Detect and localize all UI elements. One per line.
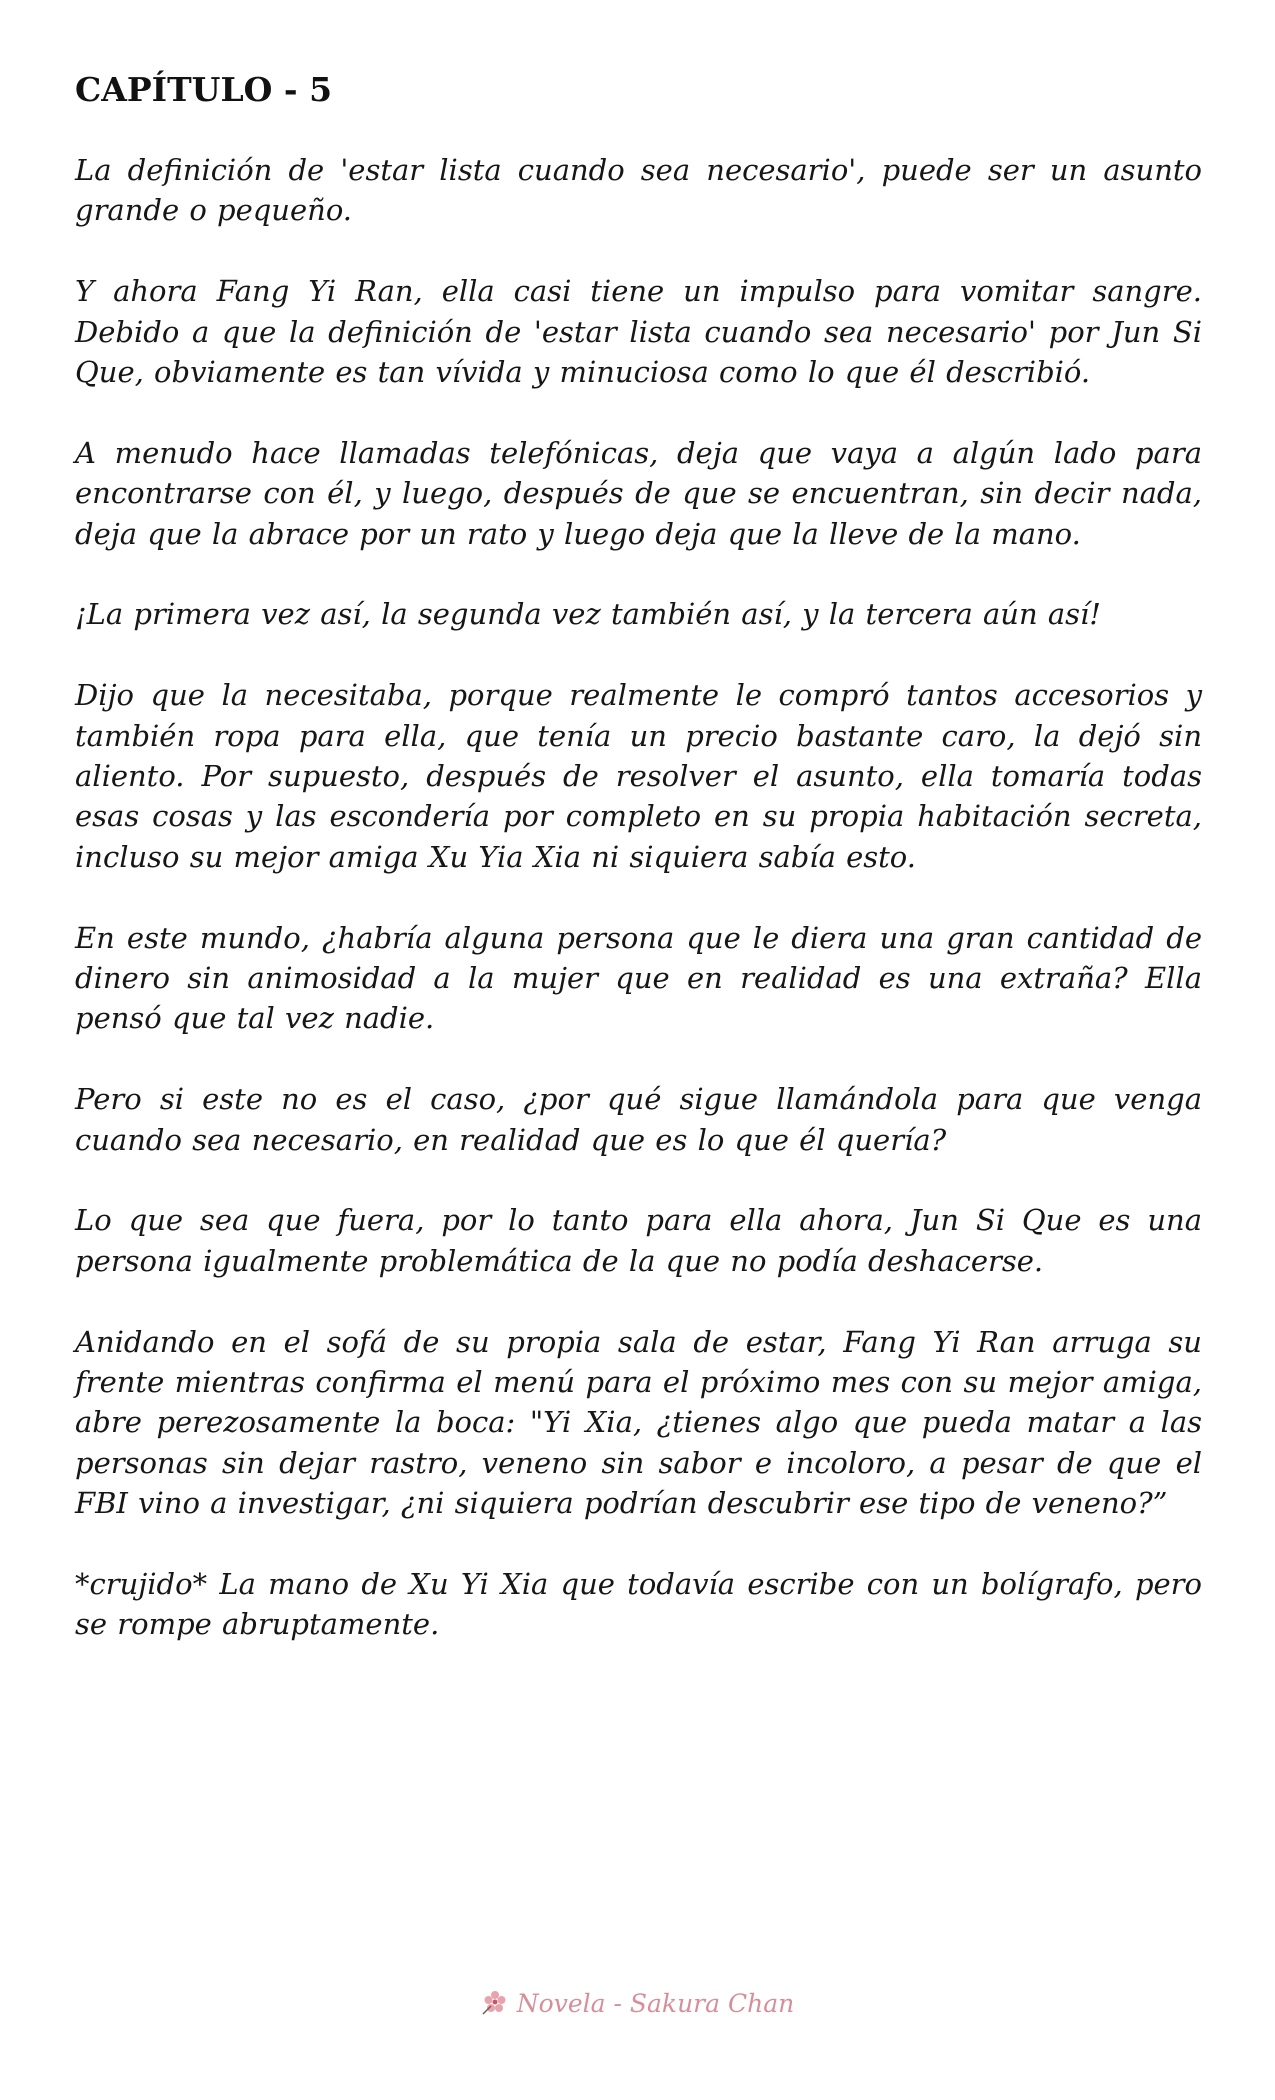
paragraph-8: Lo que sea que fuera, por lo tanto para ella ahora, Jun Si Que es una persona igualmente problemática de la que no podía deshacerse. xyxy=(75,1203,1202,1278)
document-page xyxy=(75,68,1202,2048)
footer-watermark xyxy=(0,1988,1275,2018)
paragraph-9: Anidando en el sofá de su propia sala de estar, Fang Yi Ran arruga su frente mientras confirma el menú para el próximo mes con su mejor amiga, abre perezosamente la boca: "Yi Xia, ¿tienes algo que pueda matar a las personas sin dejar rastro, veneno sin sabor e incoloro, a pesar de que el FBI vino a investigar, ¿ni siquiera podrían descubrir ese tipo de veneno?” xyxy=(75,1324,1202,1521)
chapter-title: CAPÍTULO - 5 xyxy=(75,70,333,109)
paragraph-6: En este mundo, ¿habría alguna persona que le diera una gran cantidad de dinero sin animosidad a la mujer que en realidad es una extraña? Ella pensó que tal vez nadie. xyxy=(75,920,1202,1036)
sakura-flower-icon xyxy=(481,1988,509,2016)
footer-text: Novela - Sakura Chan xyxy=(516,1989,795,2018)
paragraph-5: Dijo que la necesitaba, porque realmente le compró tantos accesorios y también ropa para ella, que tenía un precio bastante caro, la dejó sin aliento. Por supuesto, después de resolver el asunto, ella tomaría todas esas cosas y las escondería por completo en su propia habitación secreta, incluso su mejor amiga Xu Yia Xia ni siquiera sabía esto. xyxy=(75,678,1202,874)
paragraph-2: Y ahora Fang Yi Ran, ella casi tiene un impulso para vomitar sangre. Debido a que la definición de 'estar lista cuando sea necesario' por Jun Si Que, obviamente es tan vívida y minuciosa como lo que él describió. xyxy=(75,274,1202,390)
paragraph-3: A menudo hace llamadas telefónicas, deja que vaya a algún lado para encontrarse con él, y luego, después de que se encuentran, sin decir nada, deja que la abrace por un rato y luego deja que la lleve de la mano. xyxy=(75,435,1202,551)
paragraph-4: ¡La primera vez así, la segunda vez también así, y la tercera aún así! xyxy=(75,597,1101,632)
paragraph-1: La definición de 'estar lista cuando sea necesario', puede ser un asunto grande o pequeño. xyxy=(75,153,1202,228)
paragraph-10: *crujido* La mano de Xu Yi Xia que todavía escribe con un bolígrafo, pero se rompe abruptamente. xyxy=(75,1567,1202,1642)
paragraph-7: Pero si este no es el caso, ¿por qué sigue llamándola para que venga cuando sea necesario, en realidad que es lo que él quería? xyxy=(75,1082,1202,1157)
